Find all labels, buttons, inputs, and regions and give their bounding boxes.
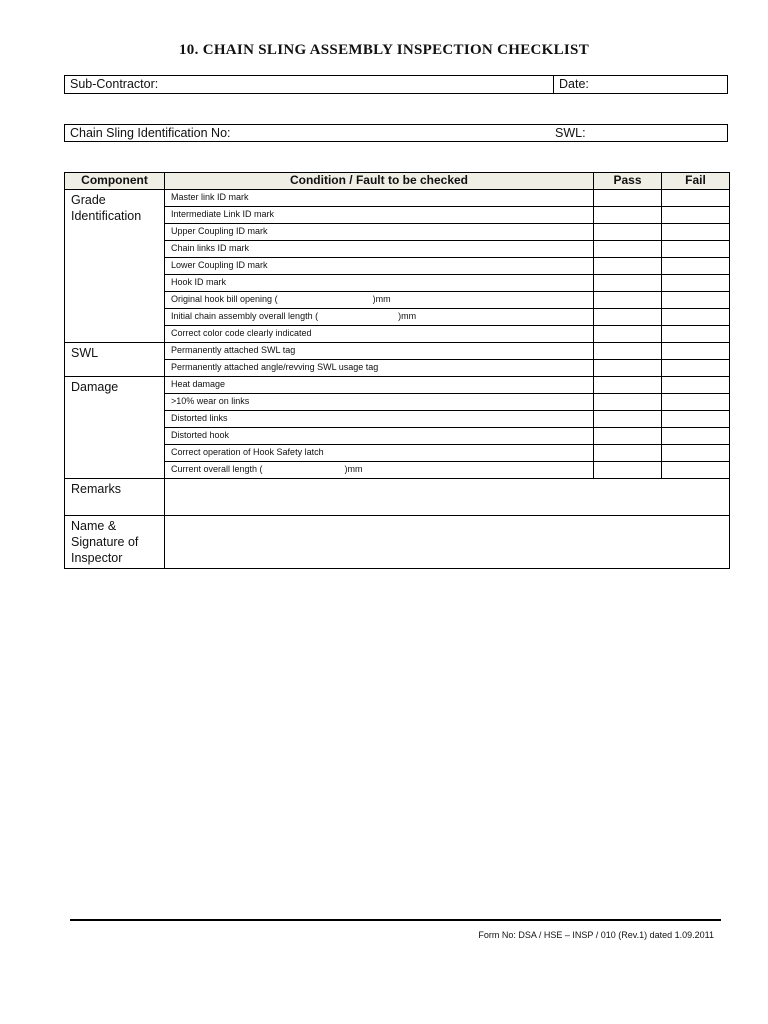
condition-cell [165, 292, 594, 309]
table-row [65, 309, 730, 326]
fail-cell[interactable] [662, 343, 730, 360]
condition-cell: Upper Coupling ID mark [165, 224, 594, 241]
pass-cell[interactable] [594, 207, 662, 224]
table-header-row [65, 173, 730, 190]
table-row [65, 241, 730, 258]
pass-cell[interactable] [594, 258, 662, 275]
sling-id-label: Chain Sling Identification No: [70, 126, 231, 140]
pass-cell[interactable] [594, 275, 662, 292]
fail-cell[interactable] [662, 377, 730, 394]
overall-length-prefix: Initial chain assembly overall length ( [171, 311, 319, 321]
fail-cell[interactable] [662, 241, 730, 258]
condition-cell: Permanently attached angle/revving SWL usage tag [165, 360, 594, 377]
condition-cell: Permanently attached SWL tag [165, 343, 594, 360]
table-row [65, 360, 730, 377]
sub-contractor-label: Sub-Contractor: [70, 77, 159, 91]
pass-cell[interactable] [594, 343, 662, 360]
fail-cell[interactable] [662, 462, 730, 479]
table-row [65, 275, 730, 292]
fail-cell[interactable] [662, 445, 730, 462]
fail-cell[interactable] [662, 292, 730, 309]
condition-cell: Chain links ID mark [165, 241, 594, 258]
pass-cell[interactable] [594, 326, 662, 343]
inspector-signature-field[interactable] [165, 516, 730, 569]
table-row [65, 394, 730, 411]
component-damage: Damage [65, 377, 165, 479]
table-row [65, 190, 730, 207]
condition-cell: Heat damage [165, 377, 594, 394]
condition-cell: >10% wear on links [165, 394, 594, 411]
table-row [65, 428, 730, 445]
form-number: Form No: DSA / HSE – INSP / 010 (Rev.1) dated 1.09.2011 [478, 930, 714, 940]
condition-cell: Intermediate Link ID mark [165, 207, 594, 224]
fail-cell[interactable] [662, 207, 730, 224]
table-row [65, 207, 730, 224]
date-label: Date: [559, 77, 589, 91]
fail-cell[interactable] [662, 411, 730, 428]
pass-cell[interactable] [594, 360, 662, 377]
current-length-prefix: Current overall length ( [171, 464, 263, 474]
col-component: Component [65, 173, 165, 190]
table-row [65, 326, 730, 343]
pass-cell[interactable] [594, 394, 662, 411]
fail-cell[interactable] [662, 394, 730, 411]
remarks-field[interactable] [165, 479, 730, 516]
table-row [65, 462, 730, 479]
page-title: 10. CHAIN SLING ASSEMBLY INSPECTION CHECKLIST [179, 42, 589, 58]
fail-cell[interactable] [662, 360, 730, 377]
table-row [65, 377, 730, 394]
table-row [65, 411, 730, 428]
footer-divider [70, 919, 721, 921]
component-swl: SWL [65, 343, 165, 377]
pass-cell[interactable] [594, 445, 662, 462]
table-row [65, 343, 730, 360]
inspector-label: Name & Signature of Inspector [65, 516, 165, 569]
sub-contractor-cell[interactable] [65, 76, 554, 93]
col-fail: Fail [662, 173, 730, 190]
pass-cell[interactable] [594, 241, 662, 258]
fail-cell[interactable] [662, 224, 730, 241]
pass-cell[interactable] [594, 309, 662, 326]
overall-length-suffix: )mm [398, 311, 417, 321]
pass-cell[interactable] [594, 377, 662, 394]
pass-cell[interactable] [594, 428, 662, 445]
pass-cell[interactable] [594, 224, 662, 241]
condition-cell: Correct color code clearly indicated [165, 326, 594, 343]
component-grade: Grade Identification [65, 190, 165, 343]
fail-cell[interactable] [662, 190, 730, 207]
fail-cell[interactable] [662, 428, 730, 445]
table-row [65, 445, 730, 462]
col-condition: Condition / Fault to be checked [165, 173, 594, 190]
pass-cell[interactable] [594, 190, 662, 207]
swl-label: SWL: [555, 126, 586, 140]
condition-cell: Hook ID mark [165, 275, 594, 292]
sling-id-row[interactable] [64, 124, 728, 142]
table-row [65, 224, 730, 241]
inspection-table [64, 172, 730, 569]
table-row [65, 292, 730, 309]
current-length-suffix: )mm [344, 464, 363, 474]
sub-contractor-row [64, 75, 728, 94]
pass-cell[interactable] [594, 462, 662, 479]
table-row [65, 258, 730, 275]
pass-cell[interactable] [594, 292, 662, 309]
condition-cell: Distorted links [165, 411, 594, 428]
fail-cell[interactable] [662, 326, 730, 343]
hook-bill-suffix: )mm [372, 294, 391, 304]
condition-cell [165, 462, 594, 479]
fail-cell[interactable] [662, 309, 730, 326]
hook-bill-prefix: Original hook bill opening ( [171, 294, 278, 304]
condition-cell: Correct operation of Hook Safety latch [165, 445, 594, 462]
condition-cell [165, 309, 594, 326]
remarks-label: Remarks [65, 479, 165, 516]
remarks-row [65, 479, 730, 516]
pass-cell[interactable] [594, 411, 662, 428]
col-pass: Pass [594, 173, 662, 190]
condition-cell: Master link ID mark [165, 190, 594, 207]
condition-cell: Distorted hook [165, 428, 594, 445]
condition-cell: Lower Coupling ID mark [165, 258, 594, 275]
inspector-row [65, 516, 730, 569]
fail-cell[interactable] [662, 258, 730, 275]
fail-cell[interactable] [662, 275, 730, 292]
